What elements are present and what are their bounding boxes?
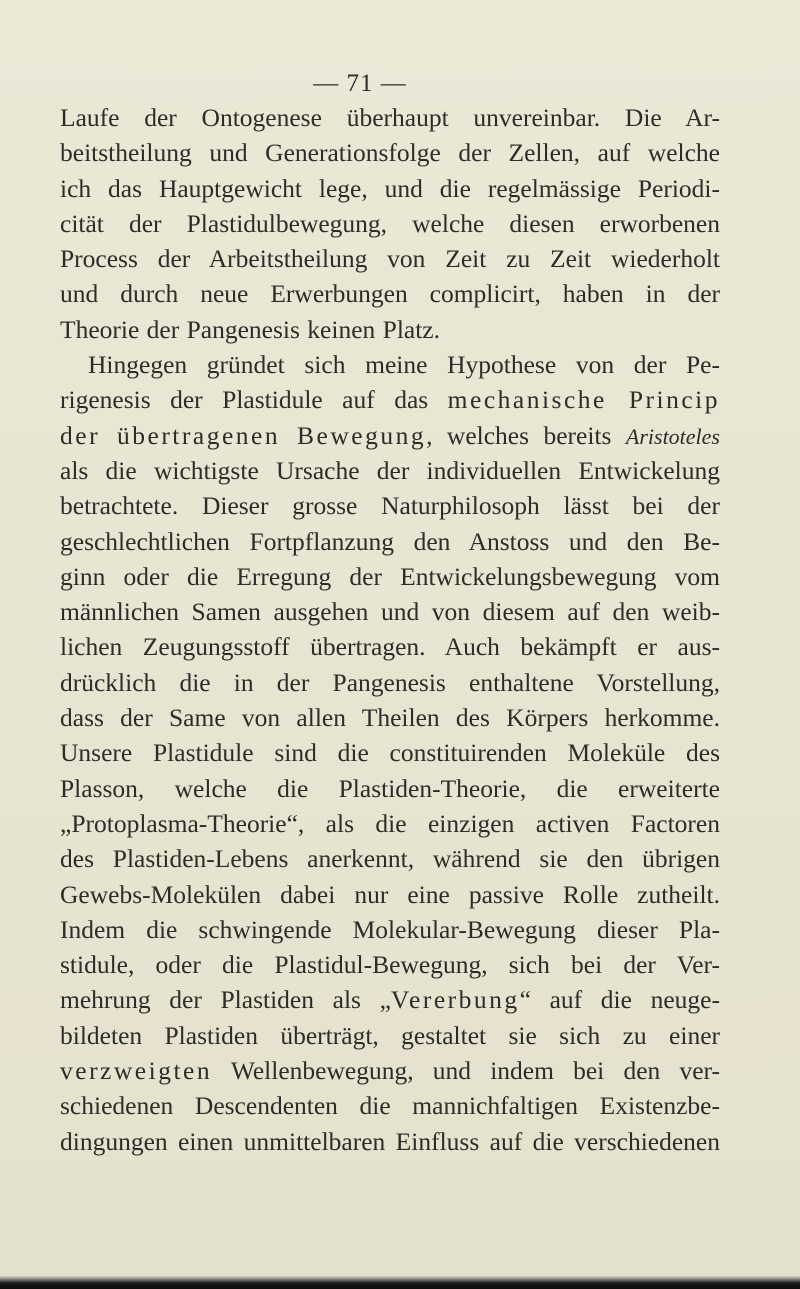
text-line: beitstheilung und Generationsfolge der Zellen, auf welche bbox=[60, 138, 720, 168]
text-line: Gewebs-Molekülen dabei nur eine passive Rolle zutheilt. bbox=[60, 879, 720, 909]
spaced-emphasis: der übertragenen Bewegung bbox=[60, 420, 427, 450]
spaced-emphasis: mechanische Princip bbox=[447, 385, 720, 415]
text-line: als die wichtigste Ursache der individuellen Entwickelung bbox=[60, 455, 720, 485]
text-line: dingungen einen unmittelbaren Einfluss auf die verschiedenen bbox=[60, 1126, 720, 1156]
text-line bbox=[60, 382, 720, 417]
text-line: schiedenen Descendenten die mannichfaltigen Existenzbe- bbox=[60, 1091, 720, 1121]
text-line bbox=[60, 982, 720, 1017]
text-line: geschlechtlichen Fortpflanzung den Anstoss und den Be- bbox=[60, 526, 720, 556]
text-line: betrachtete. Dieser grosse Naturphilosoph lässt bei der bbox=[60, 491, 720, 521]
text-line: Hingegen gründet sich meine Hypothese von der Pe- bbox=[88, 350, 720, 380]
spaced-emphasis: Vererbung bbox=[390, 985, 520, 1015]
text-line: Laufe der Ontogenese überhaupt unvereinbar. Die Ar- bbox=[60, 103, 720, 132]
text-line: drücklich die in der Pangenesis enthaltene Vorstellung, bbox=[60, 667, 720, 697]
text-line: cität der Plastidulbewegung, welche diesen erworbenen bbox=[60, 208, 720, 238]
italic-name: Aristoteles bbox=[625, 423, 720, 449]
body-text bbox=[60, 100, 720, 1159]
text-line: stidule, oder die Plastidul-Bewegung, sich bei der Ver- bbox=[60, 950, 720, 980]
text-line: bildeten Plastiden überträgt, gestaltet sie sich zu einer bbox=[60, 1020, 720, 1050]
text-line: Theorie der Pangenesis keinen Platz. bbox=[60, 314, 441, 344]
text-run: rigenesis der Plastidule auf das bbox=[60, 385, 448, 415]
text-line: „Protoplasma-Theorie“, als die einzigen activen Factoren bbox=[60, 808, 720, 838]
text-line: lichen Zeugungsstoff übertragen. Auch bekämpft er aus- bbox=[60, 632, 720, 662]
text-line: Unsere Plastidule sind die constituirenden Moleküle des bbox=[60, 738, 720, 768]
text-line: ich das Hauptgewicht lege, und die regelmässige Periodi- bbox=[60, 173, 720, 203]
text-line: dass der Same von allen Theilen des Körpers herkomme. bbox=[60, 703, 720, 733]
text-line: und durch neue Erwerbungen complicirt, haben in der bbox=[60, 279, 720, 309]
text-line: ginn oder die Erregung der Entwickelungsbewegung vom bbox=[60, 561, 720, 591]
text-line bbox=[60, 1053, 720, 1088]
text-line: des Plastiden-Lebens anerkennt, während sie den übrigen bbox=[60, 844, 720, 874]
page-number: — 71 — bbox=[313, 70, 407, 97]
text-run: , welches bereits bbox=[426, 420, 626, 450]
text-line: Process der Arbeitstheilung von Zeit zu Zeit wiederholt bbox=[60, 244, 720, 274]
text-line: Indem die schwingende Molekular-Bewegung dieser Pla- bbox=[60, 914, 720, 944]
text-line: Plasson, welche die Plastiden-Theorie, die erweiterte bbox=[60, 773, 720, 803]
text-run: Wellenbewegung, und indem bei den ver- bbox=[212, 1056, 720, 1086]
bottom-edge-shadow bbox=[0, 1276, 800, 1289]
text-line: männlichen Samen ausgehen und von diesem auf den weib- bbox=[60, 597, 720, 627]
text-line bbox=[60, 418, 720, 453]
text-run: “ auf die neuge- bbox=[519, 985, 720, 1015]
spaced-emphasis: verzweigten bbox=[60, 1056, 213, 1086]
text-run: mehrung der Plastiden als „ bbox=[60, 985, 391, 1015]
